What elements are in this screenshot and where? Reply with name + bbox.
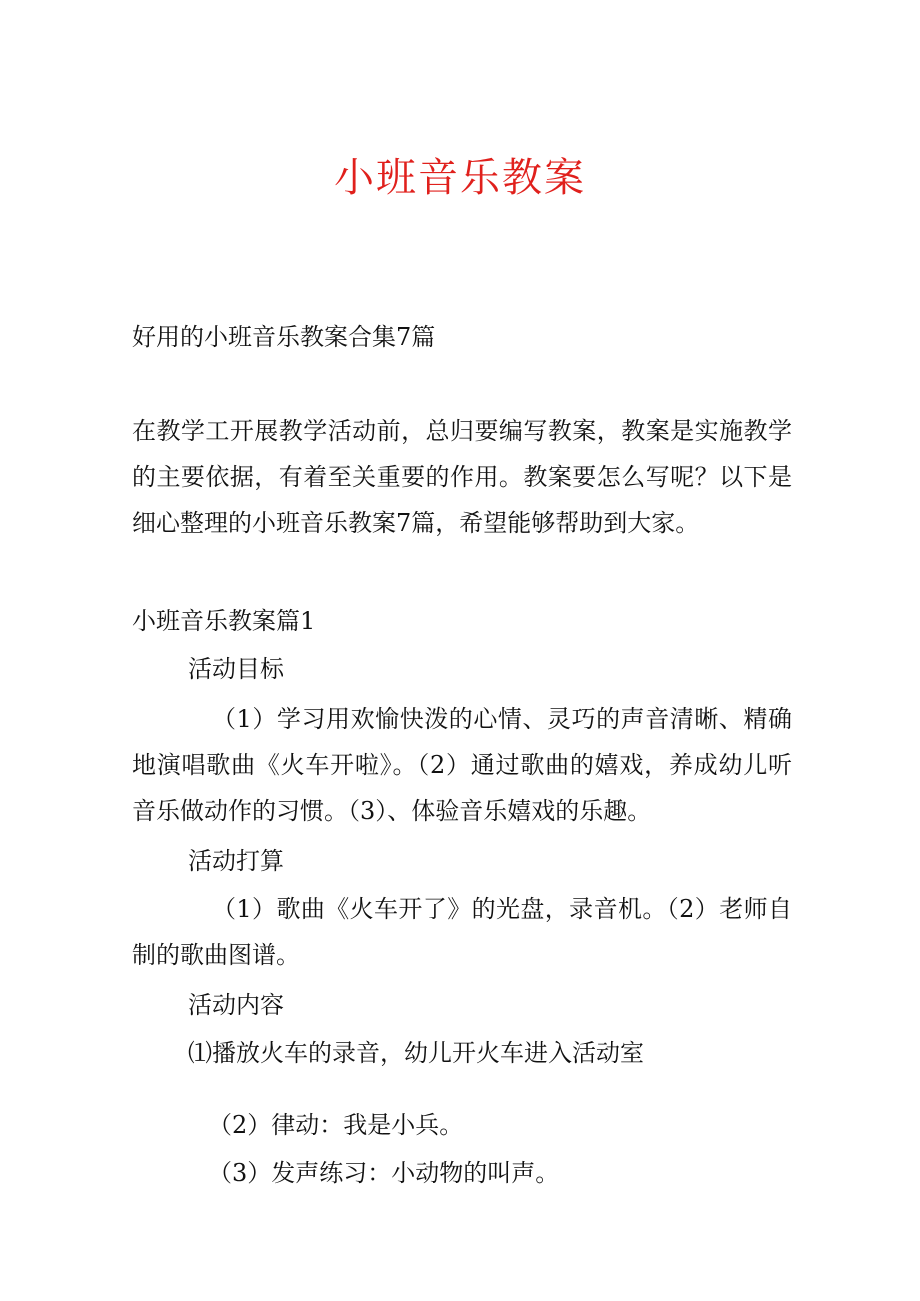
content-item-2: （2）律动：我是小兵。 xyxy=(208,1111,464,1139)
content-heading: 活动内容 xyxy=(188,991,284,1019)
section-heading: 小班音乐教案篇1 xyxy=(132,607,316,635)
prep-paragraph: （1）歌曲《火车开了》的光盘，录音机。（2）老师自制的歌曲图谱。 xyxy=(132,895,792,969)
content-item-1: ⑴播放火车的录音，幼儿开火车进入活动室 xyxy=(188,1039,644,1067)
goal-heading: 活动目标 xyxy=(188,655,284,683)
document-title: 小班音乐教案 xyxy=(334,155,586,201)
content-item-3: （3）发声练习：小动物的叫声。 xyxy=(208,1159,560,1187)
prep-heading: 活动打算 xyxy=(188,847,284,875)
intro-paragraph: 在教学工开展教学活动前，总归要编写教案，教案是实施教学的主要依据，有着至关重要的作用。教案要怎么写呢？以下是细心整理的小班音乐教案7篇，希望能够帮助到大家。 xyxy=(132,417,792,537)
goal-paragraph: （1）学习用欢愉快泼的心情、灵巧的声音清晰、精确地演唱歌曲《火车开啦》。（2）通过歌曲的嬉戏，养成幼儿听音乐做动作的习惯。（3）、体验音乐嬉戏的乐趣。 xyxy=(132,705,792,825)
document-subtitle: 好用的小班音乐教案合集7篇 xyxy=(132,323,436,351)
